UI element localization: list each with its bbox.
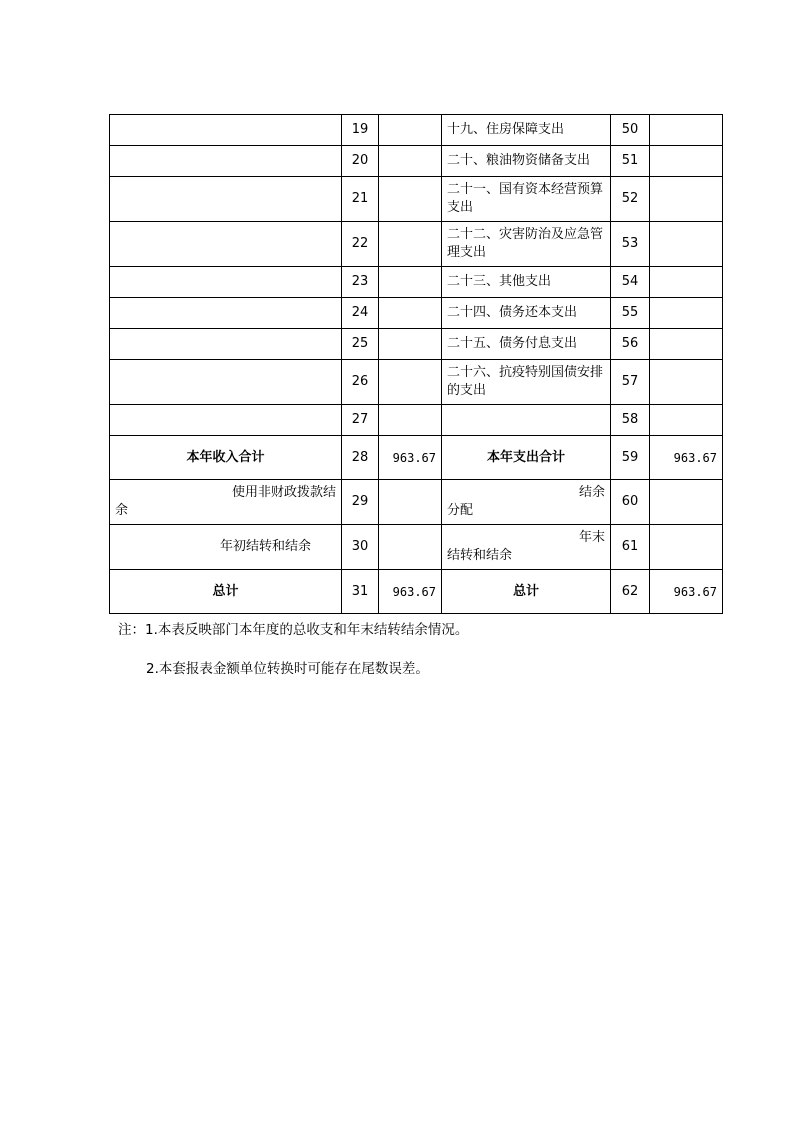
- income-item-name: [110, 146, 342, 177]
- expense-amount: [650, 177, 723, 222]
- note-2: 2.本套报表金额单位转换时可能存在尾数误差。: [146, 661, 429, 677]
- grand-total-left-line-number: 31: [342, 570, 379, 614]
- income-line-number: 19: [342, 115, 379, 146]
- expense-line-number: 54: [611, 267, 650, 298]
- table-row: [110, 115, 723, 146]
- balance-distribution-label-line1: 结余: [578, 485, 605, 500]
- income-amount: [379, 360, 442, 405]
- expense-amount: [650, 146, 723, 177]
- income-amount: [379, 115, 442, 146]
- income-line-number: 22: [342, 222, 379, 267]
- income-total-amount: 963.67: [379, 436, 442, 480]
- closing-balance-amount: [650, 525, 723, 570]
- income-amount: [379, 298, 442, 329]
- expense-item-name: 二十六、抗疫特别国债安排的支出: [442, 360, 611, 405]
- expense-item-name: 二十二、灾害防治及应急管理支出: [442, 222, 611, 267]
- table-row: [110, 360, 723, 405]
- grand-total-left-label: 总计: [110, 570, 342, 614]
- income-total-label: 本年收入合计: [110, 436, 342, 480]
- balance-distribution-line-number: 60: [611, 480, 650, 525]
- expense-item-name: 二十五、债务付息支出: [442, 329, 611, 360]
- income-item-name: [110, 329, 342, 360]
- balance-distribution-label: [442, 480, 611, 525]
- expense-line-number: 56: [611, 329, 650, 360]
- expense-item-name: 二十、粮油物资储备支出: [442, 146, 611, 177]
- expense-item-name: [442, 405, 611, 436]
- income-amount: [379, 177, 442, 222]
- table-row: [110, 146, 723, 177]
- table-notes: [118, 618, 468, 677]
- expense-line-number: 50: [611, 115, 650, 146]
- table-row: [110, 329, 723, 360]
- expense-total-amount: 963.67: [650, 436, 723, 480]
- grand-total-right-label: 总计: [442, 570, 611, 614]
- grand-total-right-line-number: 62: [611, 570, 650, 614]
- closing-balance-label-line2: 结转和结余: [447, 548, 513, 563]
- income-line-number: 26: [342, 360, 379, 405]
- expense-item-name: 二十四、债务还本支出: [442, 298, 611, 329]
- income-line-number: 24: [342, 298, 379, 329]
- expense-amount: [650, 298, 723, 329]
- balance-distribution-label-line2: 分配: [447, 503, 474, 518]
- table-row: [110, 405, 723, 436]
- expense-amount: [650, 267, 723, 298]
- expense-item-name: 二十三、其他支出: [442, 267, 611, 298]
- income-amount: [379, 146, 442, 177]
- expense-amount: [650, 115, 723, 146]
- income-line-number: 21: [342, 177, 379, 222]
- table-row: [110, 177, 723, 222]
- non-fiscal-balance-label-line1: 使用非财政拨款结: [231, 485, 336, 500]
- closing-balance-line-number: 61: [611, 525, 650, 570]
- closing-balance-label: [442, 525, 611, 570]
- non-fiscal-balance-label-line2: 余: [115, 503, 129, 518]
- expense-item-name: 二十一、国有资本经营预算支出: [442, 177, 611, 222]
- table-row: [110, 267, 723, 298]
- income-item-name: [110, 177, 342, 222]
- expense-amount: [650, 329, 723, 360]
- income-item-name: [110, 222, 342, 267]
- balance-row: [110, 480, 723, 525]
- opening-balance-label: 年初结转和结余: [110, 525, 342, 570]
- expense-amount: [650, 360, 723, 405]
- table-row: [110, 222, 723, 267]
- income-expense-table: [109, 114, 723, 614]
- opening-balance-line-number: 30: [342, 525, 379, 570]
- income-line-number: 23: [342, 267, 379, 298]
- expense-line-number: 55: [611, 298, 650, 329]
- income-item-name: [110, 267, 342, 298]
- income-amount: [379, 267, 442, 298]
- income-amount: [379, 329, 442, 360]
- table-row: [110, 298, 723, 329]
- grand-total-left-amount: 963.67: [379, 570, 442, 614]
- income-line-number: 27: [342, 405, 379, 436]
- expense-item-name: 十九、住房保障支出: [442, 115, 611, 146]
- expense-line-number: 57: [611, 360, 650, 405]
- carryover-row: [110, 525, 723, 570]
- grand-total-row: [110, 570, 723, 614]
- expense-line-number: 52: [611, 177, 650, 222]
- note-1: 注：1.本表反映部门本年度的总收支和年末结转结余情况。: [118, 622, 469, 638]
- annual-total-row: [110, 436, 723, 480]
- non-fiscal-balance-line-number: 29: [342, 480, 379, 525]
- expense-total-label: 本年支出合计: [442, 436, 611, 480]
- expense-amount: [650, 222, 723, 267]
- income-line-number: 20: [342, 146, 379, 177]
- grand-total-right-amount: 963.67: [650, 570, 723, 614]
- income-item-name: [110, 298, 342, 329]
- income-item-name: [110, 115, 342, 146]
- income-amount: [379, 405, 442, 436]
- income-amount: [379, 222, 442, 267]
- non-fiscal-balance-label: [110, 480, 342, 525]
- income-item-name: [110, 360, 342, 405]
- expense-line-number: 53: [611, 222, 650, 267]
- expense-line-number: 58: [611, 405, 650, 436]
- expense-amount: [650, 405, 723, 436]
- income-total-line-number: 28: [342, 436, 379, 480]
- balance-distribution-amount: [650, 480, 723, 525]
- income-item-name: [110, 405, 342, 436]
- opening-balance-amount: [379, 525, 442, 570]
- non-fiscal-balance-amount: [379, 480, 442, 525]
- expense-line-number: 51: [611, 146, 650, 177]
- closing-balance-label-line1: 年末: [578, 530, 605, 545]
- income-line-number: 25: [342, 329, 379, 360]
- expense-total-line-number: 59: [611, 436, 650, 480]
